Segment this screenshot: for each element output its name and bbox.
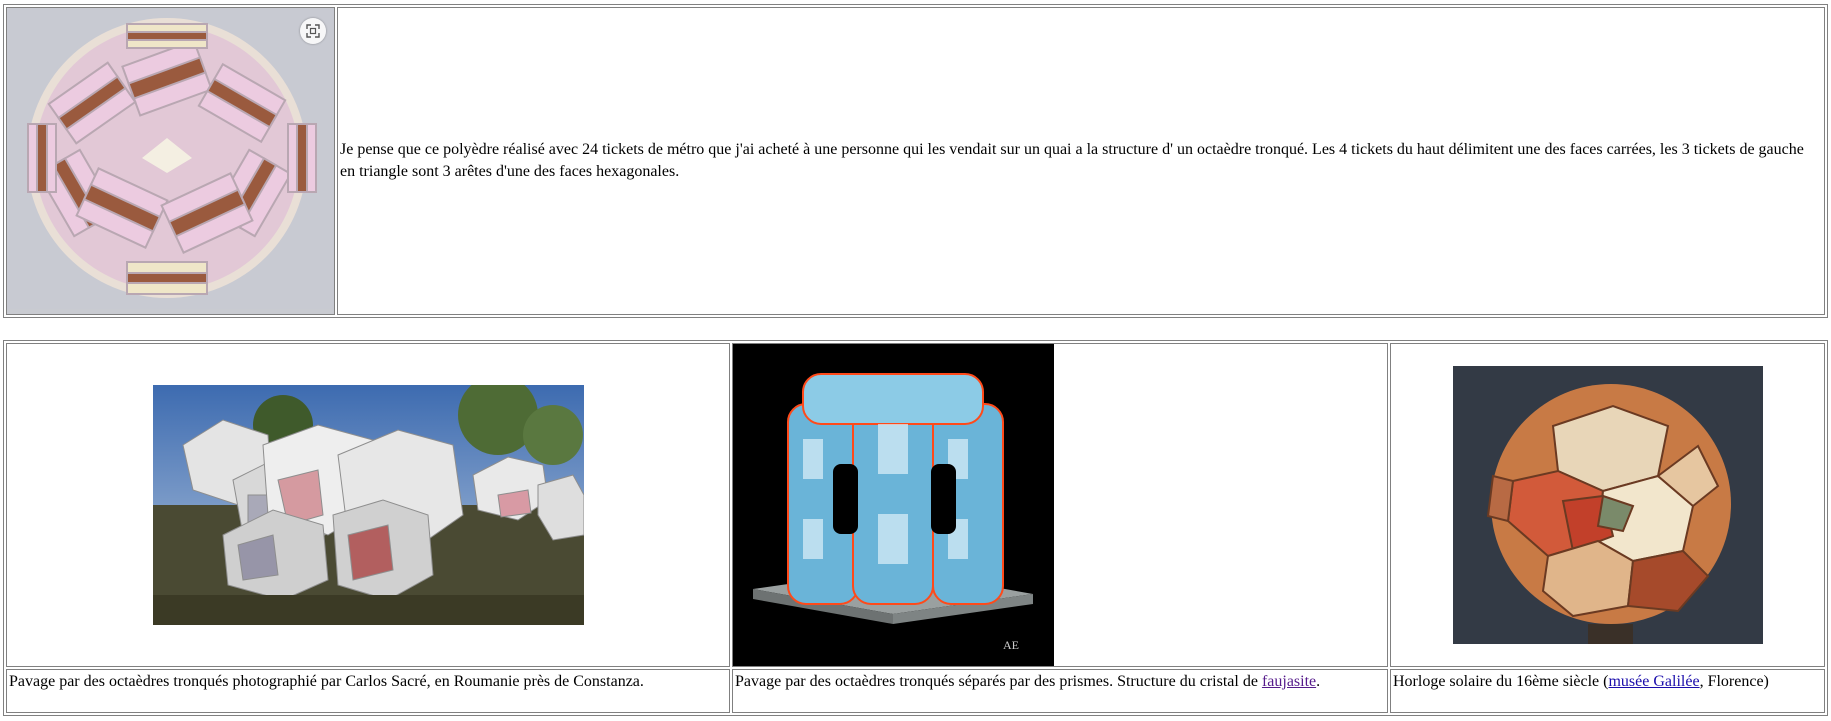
link-musee-galilee[interactable]: musée Galilée: [1608, 673, 1700, 690]
caption-crystal-text: Pavage par des octaèdres tronqués séparés par des prismes. Structure du cristal de: [735, 673, 1262, 690]
gallery-cell-sundial: [1390, 343, 1825, 667]
sundial-photo[interactable]: [1453, 366, 1763, 644]
gallery-cell-crystal: [732, 343, 1388, 667]
link-faujasite[interactable]: faujasite: [1261, 673, 1317, 690]
caption-sundial-end: , Florence): [1699, 673, 1769, 690]
ticket-polyhedron-image[interactable]: [7, 8, 334, 309]
faujasite-render[interactable]: [733, 344, 1054, 666]
gallery-cell-sculpture: [6, 343, 730, 667]
caption-crystal-end: .: [1316, 673, 1321, 690]
expand-image-icon[interactable]: [300, 18, 326, 44]
ticket-polyhedron-image-cell: [6, 7, 335, 315]
gallery-table: [3, 340, 1828, 716]
polyhedron-description: Je pense que ce polyèdre réalisé avec 24 tickets de métro que j'ai acheté à une personne qui les vendait sur un quai a la structure d' un octaèdre tronqué. Les 4 tickets du haut délimitent une des faces carrées, les 3 tickets de gauche en triangle sont 3 arêtes d'une des faces hexagonales.: [337, 7, 1825, 315]
caption-sculpture: Pavage par des octaèdres tronqués photographié par Carlos Sacré, en Roumanie près de Constanza.: [6, 669, 730, 713]
top-table: [3, 4, 1828, 318]
caption-sundial-text: Horloge solaire du 16ème siècle (: [1393, 673, 1609, 690]
caption-sundial: [1390, 669, 1825, 713]
sculpture-photo[interactable]: [153, 385, 584, 625]
render-watermark: AE: [1003, 638, 1019, 652]
caption-crystal: [732, 669, 1388, 713]
